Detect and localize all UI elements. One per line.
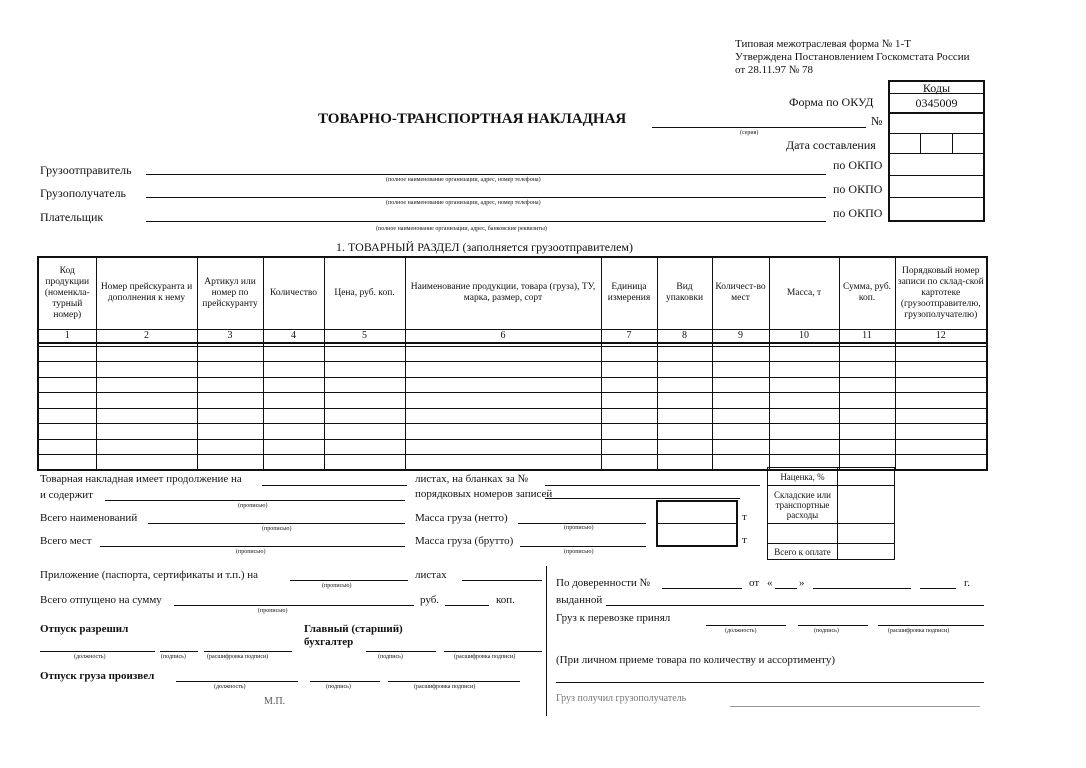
total-items-label: Всего наименований	[40, 512, 138, 524]
document-title: ТОВАРНО-ТРАНСПОРТНАЯ НАКЛАДНАЯ	[318, 111, 627, 127]
rub-label: руб.	[420, 594, 440, 606]
col-header-places: Количест-во мест	[712, 257, 769, 329]
total-payment-label: Всего к оплате	[768, 544, 838, 560]
number-cell[interactable]	[888, 114, 985, 134]
col-header-price: Цена, руб. коп.	[324, 257, 405, 329]
codes-header: Коды	[888, 80, 985, 94]
col-number: 10	[769, 329, 839, 343]
release-allowed-decode-field[interactable]	[204, 651, 292, 652]
okud-code-cell: 0345009	[888, 94, 985, 114]
month-field[interactable]	[813, 588, 911, 589]
ordinal-records-line	[545, 498, 740, 499]
in-words-caption: (прописью)	[564, 549, 594, 555]
warehouse-costs-label: Складские или транспортные расходы	[768, 486, 838, 524]
year-field[interactable]	[920, 588, 956, 589]
mass-net-label: Масса груза (нетто)	[415, 512, 508, 524]
release-done-signature-field[interactable]	[310, 681, 380, 682]
signature-caption: (подпись)	[326, 684, 351, 690]
payer-label: Плательщик	[40, 210, 104, 224]
total-items-field[interactable]	[148, 523, 405, 524]
mass-net-field[interactable]	[518, 523, 646, 524]
consignee-label: Грузополучатель	[40, 186, 127, 200]
release-allowed-signature-field[interactable]	[160, 651, 198, 652]
consignee-caption: (полное наименование организации, адрес, номер телефона)	[386, 200, 541, 206]
position-caption: (должность)	[214, 684, 246, 690]
table-row[interactable]	[38, 346, 987, 362]
power-of-attorney-label: По доверенности №	[556, 577, 651, 589]
signature-decode-caption: (расшифровка подписи)	[888, 628, 950, 634]
total-released-field[interactable]	[174, 605, 414, 606]
table-row[interactable]	[38, 377, 987, 393]
stamp-label: М.П.	[264, 696, 286, 707]
form-note-line-2: Утверждена Постановлением Госкомстата России	[735, 51, 970, 63]
ordinal-records-label: порядковых номеров записей	[415, 488, 553, 500]
in-words-caption: (прописью)	[238, 503, 268, 509]
release-done-decode-field[interactable]	[388, 681, 520, 682]
okud-label: Форма по ОКУД	[789, 95, 874, 109]
table-row[interactable]	[38, 393, 987, 409]
col-number: 1	[38, 329, 96, 343]
in-words-caption: (прописью)	[564, 525, 594, 531]
codes-block	[888, 80, 985, 222]
signature-caption: (подпись)	[161, 654, 186, 660]
accepted-signature-field[interactable]	[798, 625, 868, 626]
summary-box	[767, 467, 895, 560]
consignee-field[interactable]	[146, 197, 826, 198]
payer-caption: (полное наименование организации, адрес, банковские реквизиты)	[376, 226, 547, 232]
consignee-okpo-label: по ОКПО	[833, 182, 883, 196]
release-done-position-field[interactable]	[176, 681, 298, 682]
mass-gross-label: Масса груза (брутто)	[415, 535, 514, 547]
total-places-field[interactable]	[100, 546, 405, 547]
table-row[interactable]	[38, 362, 987, 378]
shipper-field[interactable]	[146, 174, 826, 175]
accepted-decode-field[interactable]	[878, 625, 984, 626]
table-row[interactable]	[38, 424, 987, 440]
col-number: 6	[405, 329, 601, 343]
date-cell[interactable]	[888, 134, 985, 154]
total-places-label: Всего мест	[40, 535, 92, 547]
date-label: Дата составления	[786, 138, 876, 152]
kop-field[interactable]	[445, 605, 489, 606]
table-row[interactable]	[38, 408, 987, 424]
payer-okpo-label: по ОКПО	[833, 206, 883, 220]
issued-field[interactable]	[606, 605, 984, 606]
markup-value[interactable]	[838, 468, 895, 486]
section-title: 1. ТОВАРНЫЙ РАЗДЕЛ (заполняется грузоотправителем)	[336, 240, 633, 254]
signature-decode-caption: (расшифровка подписи)	[207, 654, 269, 660]
accountant-decode-field[interactable]	[444, 651, 542, 652]
signature-caption: (подпись)	[814, 628, 839, 634]
col-number: 2	[96, 329, 197, 343]
signature-decode-caption: (расшифровка подписи)	[414, 684, 476, 690]
form-approval-note	[735, 38, 970, 77]
continuation-label: Товарная накладная имеет продолжение на	[40, 473, 242, 485]
empty-summary-cell	[768, 524, 838, 544]
continuation-sheets-field[interactable]	[262, 485, 407, 486]
year-label: г.	[964, 577, 971, 589]
release-allowed-label: Отпуск разрешил	[40, 623, 129, 635]
from-label: от	[749, 577, 760, 589]
col-header-quantity: Количество	[263, 257, 324, 329]
received-by-field[interactable]	[730, 706, 980, 707]
col-number: 5	[324, 329, 405, 343]
release-allowed-position-field[interactable]	[40, 651, 155, 652]
mass-gross-field[interactable]	[520, 546, 646, 547]
received-by-label: Груз получил грузополучатель	[556, 693, 687, 704]
total-released-label: Всего отпущено на сумму	[40, 594, 162, 606]
contains-field[interactable]	[105, 500, 405, 501]
form-note-line-3: от 28.11.97 № 78	[735, 64, 813, 76]
signature-decode-caption: (расшифровка подписи)	[454, 654, 516, 660]
col-header-unit: Единица измерения	[601, 257, 657, 329]
attachment-label: Приложение (паспорта, сертификаты и т.п.) на	[40, 569, 259, 581]
power-of-attorney-number-field[interactable]	[662, 588, 742, 589]
footer-divider	[546, 566, 547, 716]
empty-summary-value[interactable]	[838, 524, 895, 544]
attachment-sheets-field[interactable]	[462, 580, 542, 581]
col-header-article: Артикул или номер по прейскуранту	[197, 257, 263, 329]
sheets-blanks-label: листах, на бланках за №	[415, 473, 528, 485]
table-row[interactable]	[38, 439, 987, 455]
shipper-okpo-label: по ОКПО	[833, 158, 883, 172]
col-number: 11	[839, 329, 895, 343]
form-note-line-1: Типовая межотраслевая форма № 1-Т	[735, 38, 911, 50]
col-number: 7	[601, 329, 657, 343]
issued-label: выданной	[556, 594, 603, 606]
personal-receipt-label: (При личном приеме товара по количеству и ассортименту)	[556, 654, 836, 666]
col-header-package: Вид упаковки	[657, 257, 712, 329]
consignee-okpo-cell[interactable]	[888, 176, 985, 198]
payer-field[interactable]	[146, 221, 826, 222]
accountant-signature-field[interactable]	[366, 651, 436, 652]
series-line[interactable]	[652, 127, 866, 128]
col-header-product-name: Наименование продукции, товара (груза), ТУ, марка, размер, сорт	[405, 257, 601, 329]
markup-label: Наценка, %	[768, 468, 838, 486]
accepted-position-field[interactable]	[706, 625, 786, 626]
in-words-caption: (прописью)	[236, 549, 266, 555]
col-header-product-code: Код продукции (номенкла-турный номер)	[38, 257, 96, 329]
signature-caption: (подпись)	[378, 654, 403, 660]
attachment-sheets-label: листах	[415, 569, 447, 581]
accepted-label: Груз к перевозке принял	[556, 612, 671, 624]
col-number: 8	[657, 329, 712, 343]
kop-label: коп.	[496, 594, 515, 606]
col-number: 12	[895, 329, 987, 343]
mass-box	[656, 500, 738, 547]
shipper-caption: (полное наименование организации, адрес, номер телефона)	[386, 177, 541, 183]
position-caption: (должность)	[74, 654, 106, 660]
col-header-mass: Масса, т	[769, 257, 839, 329]
col-number: 4	[263, 329, 324, 343]
shipper-label: Грузоотправитель	[40, 163, 132, 177]
in-words-caption: (прописью)	[322, 583, 352, 589]
total-payment-value[interactable]	[838, 544, 895, 560]
series-caption: (серия)	[740, 130, 759, 136]
quote-open: «	[767, 577, 773, 589]
mass-gross-unit: т	[742, 534, 747, 546]
attachment-field[interactable]	[290, 580, 408, 581]
col-number: 3	[197, 329, 263, 343]
col-header-sum: Сумма, руб. коп.	[839, 257, 895, 329]
in-words-caption: (прописью)	[258, 608, 288, 614]
chief-accountant-label: Главный (старший) бухгалтер	[304, 623, 403, 648]
blanks-number-field[interactable]	[545, 485, 760, 486]
quote-close: »	[799, 577, 805, 589]
goods-table	[37, 256, 988, 471]
day-field[interactable]	[775, 588, 797, 589]
col-header-record-number: Порядковый номер записи по склад-ской картотеке (грузоотправителю, грузополучателю)	[895, 257, 987, 329]
column-number-row	[38, 329, 987, 343]
col-number: 9	[712, 329, 769, 343]
col-header-price-list: Номер прейскуранта и дополнения к нему	[96, 257, 197, 329]
personal-receipt-line[interactable]	[556, 682, 984, 683]
warehouse-costs-value[interactable]	[838, 486, 895, 524]
shipper-okpo-cell[interactable]	[888, 154, 985, 176]
number-label: №	[871, 114, 883, 128]
release-done-label: Отпуск груза произвел	[40, 670, 155, 682]
mass-net-unit: т	[742, 511, 747, 523]
position-caption: (должность)	[725, 628, 757, 634]
contains-label: и содержит	[40, 489, 93, 501]
payer-okpo-cell[interactable]	[888, 198, 985, 222]
table-header-row	[38, 257, 987, 329]
in-words-caption: (прописью)	[262, 526, 292, 532]
